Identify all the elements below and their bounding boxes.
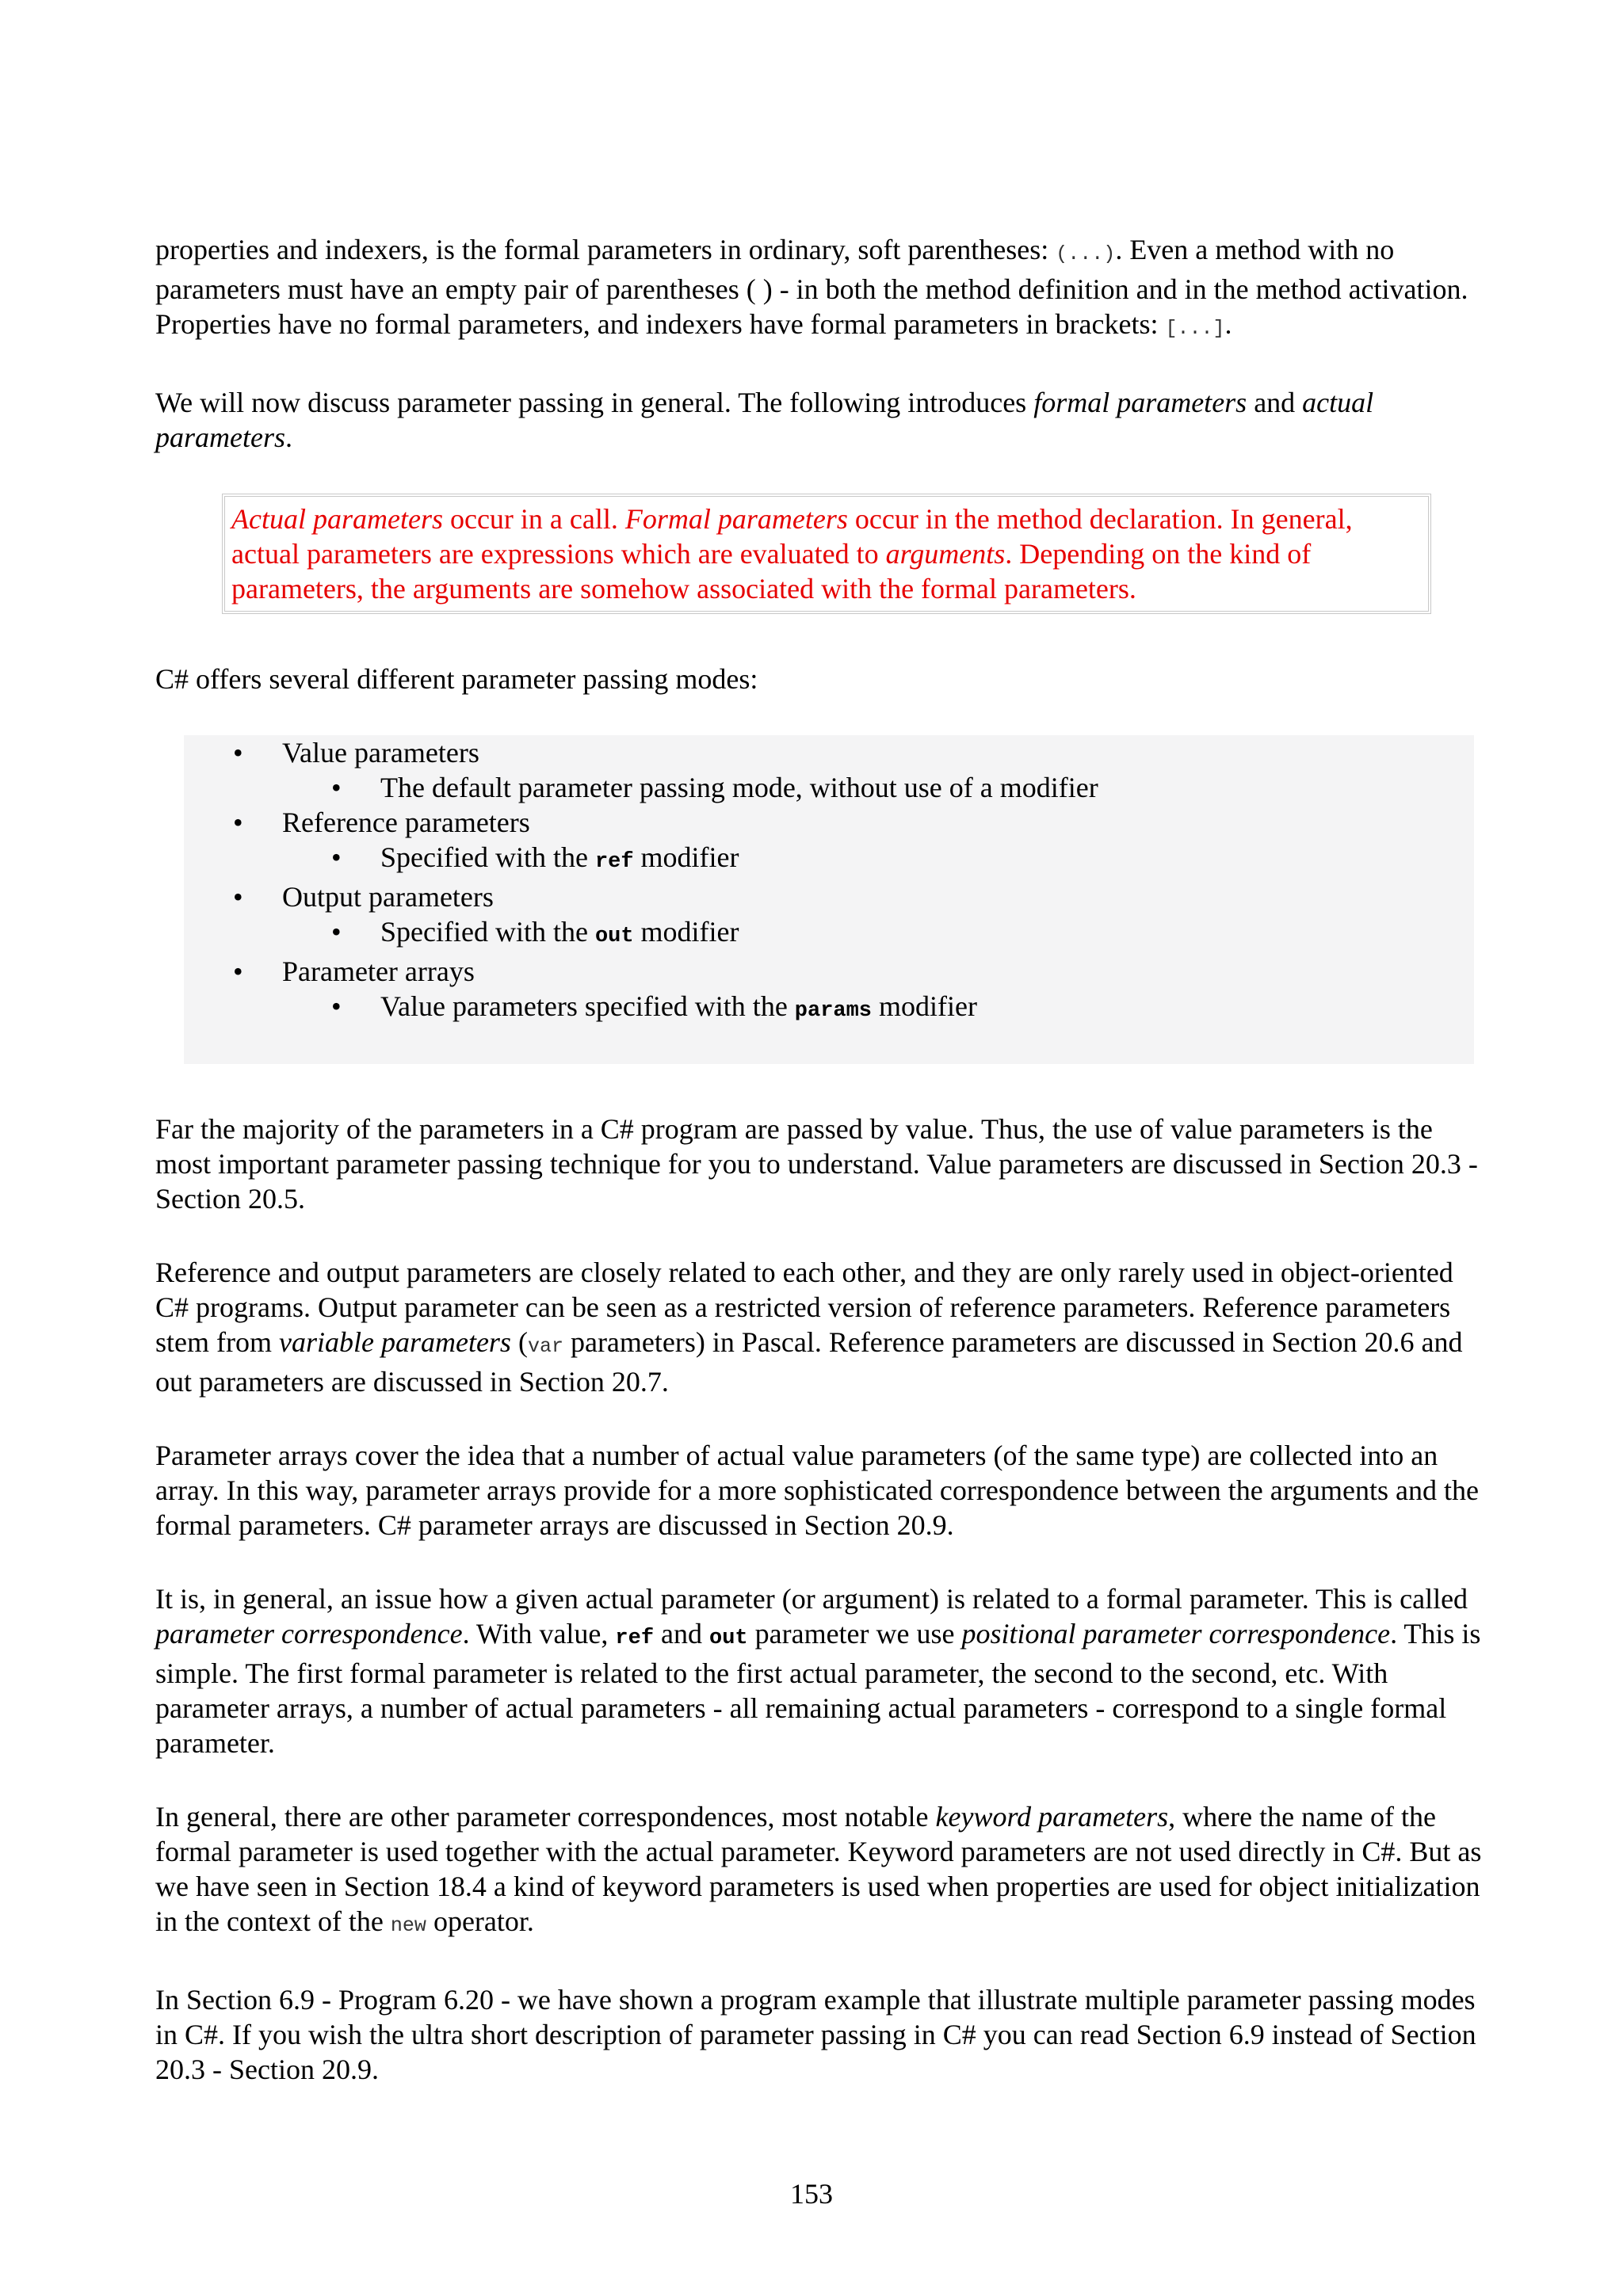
page-number: 153	[790, 2178, 833, 2210]
code-new: new	[390, 1914, 426, 1937]
paragraph-correspondence: It is, in general, an issue how a given actual parameter (or argument) is related to a formal parameter. This is called parameter correspondence. With value, ref and out parameter we use positional parameter correspondence. This is simple. The first formal parameter is related to the first actual parameter, the second to the second, etc. With parameter arrays, a number of actual parameters - all remaining actual parameters - correspond to a single formal parameter.	[155, 1583, 1481, 1759]
list-item: • Reference parameters • Specified with the ref modifier	[282, 805, 1474, 879]
list-item: • Value parameters • The default parameter passing mode, without use of a modifier	[282, 735, 1474, 805]
list-item: • Specified with the ref modifier	[380, 840, 1474, 879]
definition-box: Actual parameters occur in a call. Formal parameters occur in the method declaration. In general, actual parameters are expressions which are evaluated to arguments. Depending on the kind of parameters, the arguments are somehow associated with the formal parameters.	[222, 494, 1431, 614]
paragraph-value-parameters: Far the majority of the parameters in a C# program are passed by value. Thus, the use of value parameters is the most important parameter passing technique for you to understand. Value parameters are discussed in Section 20.3 - Section 20.5.	[155, 1113, 1478, 1215]
list-item: • Output parameters • Specified with the out modifier	[282, 879, 1474, 954]
list-item: • Parameter arrays • Value parameters specified with the params modifier	[282, 954, 1474, 1028]
list-item: • Value parameters specified with the params modifier	[380, 989, 1474, 1028]
paragraph-intro-parameter-passing: We will now discuss parameter passing in general. The following introduces formal parameters and actual parameters.	[155, 387, 1374, 453]
keyword-params: params	[794, 999, 873, 1023]
paragraph-reference-output: Reference and output parameters are closely related to each other, and they are only rarely used in object-oriented C# programs. Output parameter can be seen as a restricted version of reference parameters. Reference parameters stem from variable parameters (var parameters) in Pascal. Reference parameters are discussed in Section 20.6 and out parameters are discussed in Section 20.7.	[155, 1257, 1463, 1398]
parameter-modes-list	[184, 735, 1474, 1064]
list-item: • The default parameter passing mode, without use of a modifier	[380, 770, 1474, 805]
list-item: • Specified with the out modifier	[380, 914, 1474, 954]
paragraph-keyword-parameters: In general, there are other parameter correspondences, most notable keyword parameters, where the name of the formal parameter is used together with the actual parameter. Keyword parameters are not used directly in C#. But as we have seen in Section 18.4 a kind of keyword parameters is used when properties are used for object initialization in the context of the new operator.	[155, 1801, 1482, 1937]
code-var: var	[527, 1335, 563, 1358]
paragraph-formal-parameters-syntax: properties and indexers, is the formal parameters in ordinary, soft parentheses: (...). Even a method with no parameters must have an empty pair of parentheses ( ) - in both the method definition and in the method activation. Properties have no formal parameters, and indexers have formal parameters in brackets: [...].	[155, 234, 1468, 340]
keyword-out: out	[709, 1627, 748, 1650]
paragraph-modes-intro: C# offers several different parameter passing modes:	[155, 663, 758, 695]
keyword-ref: ref	[615, 1627, 655, 1650]
paragraph-parameter-arrays: Parameter arrays cover the idea that a number of actual value parameters (of the same type) are collected into an array. In this way, parameter arrays provide for a more sophisticated correspondence between the arguments and the formal parameters. C# parameter arrays are discussed in Section 20.9.	[155, 1440, 1479, 1541]
code-parentheses: (...)	[1056, 242, 1116, 265]
keyword-out: out	[594, 925, 634, 948]
paragraph-section-reference: In Section 6.9 - Program 6.20 - we have shown a program example that illustrate multiple parameter passing modes in C#. If you wish the ultra short description of parameter passing in C# you can read Section 6.9 instead of Section 20.3 - Section 20.9.	[155, 1984, 1476, 2085]
page-content	[155, 232, 1487, 2126]
keyword-ref: ref	[594, 850, 634, 874]
code-brackets: [...]	[1165, 317, 1225, 340]
